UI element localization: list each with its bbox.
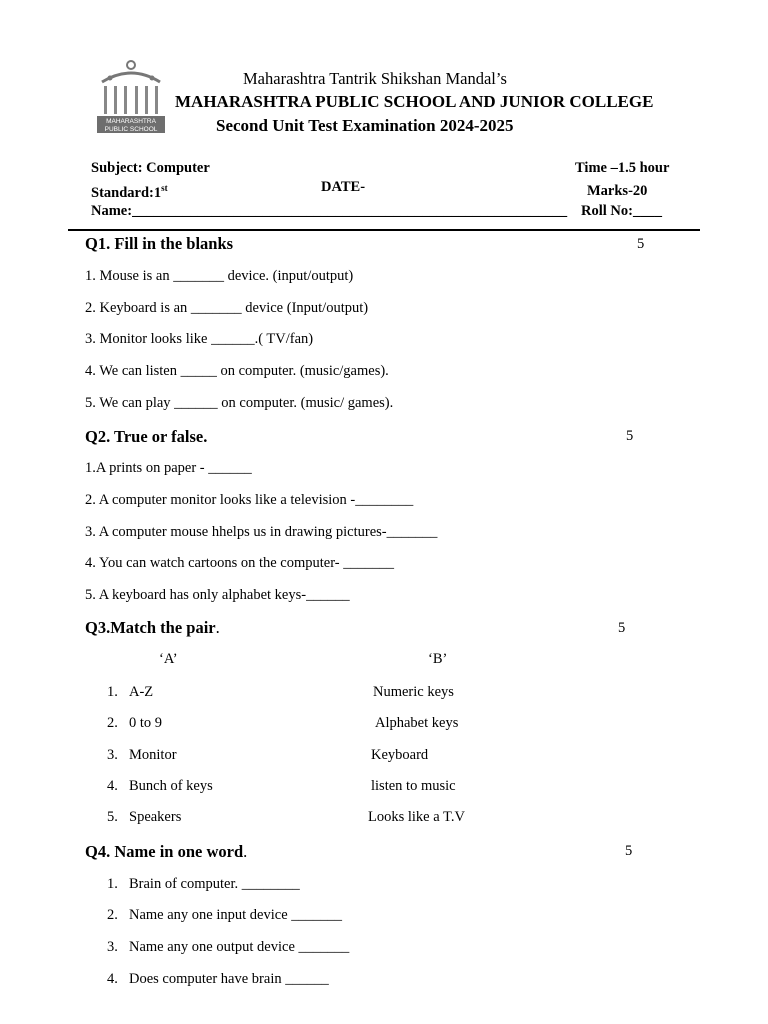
- q4-item: Brain of computer. ________: [129, 876, 300, 892]
- column-b-header: ‘B’: [428, 651, 448, 667]
- q3-right-item: Numeric keys: [373, 684, 454, 700]
- q1-item: 2. Keyboard is an _______ device (Input/output): [85, 300, 369, 316]
- q4-number: 3.: [107, 939, 118, 955]
- q3-right-item: listen to music: [371, 778, 456, 794]
- q2-item: 3. A computer mouse hhelps us in drawing pictures-_______: [85, 524, 438, 540]
- name-field: Name:____________________________________________________________: [91, 203, 568, 219]
- q3-number: 3.: [107, 747, 118, 763]
- q4-number: 4.: [107, 971, 118, 987]
- q3-number: 1.: [107, 684, 118, 700]
- q2-item: 1.A prints on paper - ______: [85, 460, 252, 476]
- column-a-header: ‘A’: [159, 651, 178, 667]
- q4-item: Name any one input device _______: [129, 907, 343, 923]
- q2-item: 2. A computer monitor looks like a television -________: [85, 492, 414, 508]
- q4-number: 2.: [107, 907, 118, 923]
- q4-title: Q4. Name in one word.: [85, 842, 248, 861]
- q3-right-item: Keyboard: [371, 747, 429, 763]
- q2-marks: 5: [626, 428, 634, 444]
- q3-left-item: 0 to 9: [129, 715, 163, 731]
- q1-title: Q1. Fill in the blanks: [85, 234, 234, 253]
- society-name: Maharashtra Tantrik Shikshan Mandal’s: [243, 69, 507, 88]
- q3-number: 4.: [107, 778, 118, 794]
- q2-item: 5. A keyboard has only alphabet keys-______: [85, 587, 350, 603]
- q1-item: 3. Monitor looks like ______.( TV/fan): [85, 331, 314, 347]
- time-label: Time –1.5 hour: [575, 160, 670, 176]
- q4-marks: 5: [625, 843, 633, 859]
- svg-text:MAHARASHTRA: MAHARASHTRA: [106, 118, 156, 125]
- standard-label: Standard:1st: [91, 183, 168, 201]
- q4-item: Name any one output device _______: [129, 939, 350, 955]
- q1-item: 5. We can play ______ on computer. (music/ games).: [85, 395, 394, 411]
- q2-title: Q2. True or false.: [85, 427, 208, 446]
- exam-title: Second Unit Test Examination 2024-2025: [216, 116, 514, 135]
- roll-field: Roll No:____: [581, 203, 662, 219]
- date-label: DATE-: [321, 179, 366, 195]
- subject-label: Subject: Computer: [91, 160, 210, 176]
- svg-text:PUBLIC SCHOOL: PUBLIC SCHOOL: [104, 126, 158, 133]
- q3-title: Q3.Match the pair.: [85, 618, 220, 637]
- q3-right-item: Alphabet keys: [375, 715, 459, 731]
- marks-label: Marks-20: [587, 183, 648, 199]
- q2-item: 4. You can watch cartoons on the computer- _______: [85, 555, 394, 571]
- q3-left-item: Bunch of keys: [129, 778, 213, 794]
- school-logo: [96, 58, 166, 136]
- q3-number: 5.: [107, 809, 118, 825]
- q3-marks: 5: [618, 620, 626, 636]
- q3-left-item: Monitor: [129, 747, 177, 763]
- header-divider: [68, 229, 700, 231]
- q1-item: 1. Mouse is an _______ device. (input/output): [85, 268, 354, 284]
- q3-number: 2.: [107, 715, 118, 731]
- q1-marks: 5: [637, 236, 645, 252]
- q3-right-item: Looks like a T.V: [368, 809, 465, 825]
- q3-left-item: Speakers: [129, 809, 182, 825]
- school-name: MAHARASHTRA PUBLIC SCHOOL AND JUNIOR COLLEGE: [175, 92, 654, 111]
- q3-left-item: A-Z: [129, 684, 154, 700]
- q4-number: 1.: [107, 876, 118, 892]
- q4-item: Does computer have brain ______: [129, 971, 329, 987]
- q1-item: 4. We can listen _____ on computer. (music/games).: [85, 363, 389, 379]
